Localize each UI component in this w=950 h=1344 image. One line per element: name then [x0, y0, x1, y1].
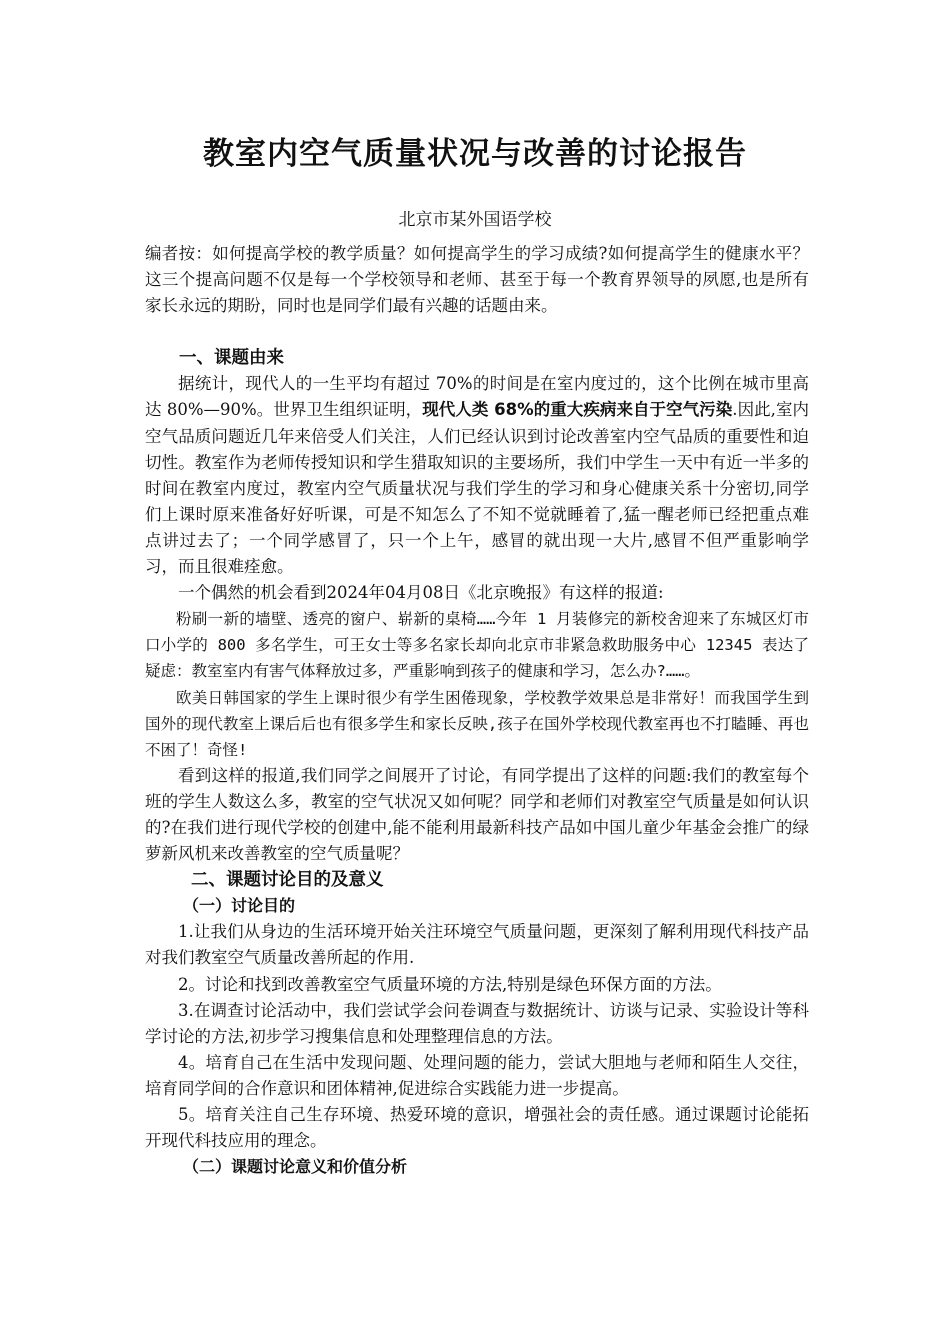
- paragraph-statistics-lead: 据统计，现代人的一生平均有超过 70%的时间是在室内度过的，这个比例在城市里高达 80%—90%。世界卫生组织证明，: [145, 374, 809, 420]
- purpose-item: 2。讨论和找到改善教室空气质量环境的方法,特别是绿色环保方面的方法。: [178, 974, 722, 994]
- paragraph-discussion: 看到这样的报道,我们同学之间展开了讨论，有同学提出了这样的问题:我们的教室每个班的学生人数这么多，教室的空气状况又如何呢？同学和老师们对教室空气质量是如何认识的?在我们进行现代学校的创建中,能不能利用最新科技产品如中国儿童少年基金会推广的绿萝新风机来改善教室的空气质量呢？: [145, 765, 809, 864]
- section-heading-origin: 一、课题由来: [179, 348, 284, 369]
- document-body: [145, 241, 809, 1180]
- document-title: 教室内空气质量状况与改善的讨论报告: [203, 136, 747, 172]
- paragraph-abroad: 欧美日韩国家的学生上课时很少有学生困倦现象，学校教学效果总是非常好！而我国学生到国外的现代教室上课后后也有很多学生和家长反映,孩子在国外学校现代教室再也不打瞌睡、再也不困了！奇怪!: [145, 688, 809, 759]
- paragraph-news-intro: 一个偶然的机会看到2024年04月08日《北京晚报》有这样的报道:: [178, 583, 664, 603]
- editor-note: 编者按：如何提高学校的教学质量？如何提高学生的学习成绩?如何提高学生的健康水平？这三个提高问题不仅是每一个学校领导和老师、甚至于每一个教育界领导的夙愿,也是所有家长永远的期盼，同时也是同学们最有兴趣的话题由来。: [145, 244, 809, 316]
- news-quote: 粉刷一新的墙壁、透亮的窗户、崭新的桌椅……今年 1 月装修完的新校舍迎来了东城区灯市口小学的 800 多名学生，可王女士等多名家长却向北京市非紧急救助服务中心 12345 表达了疑虑：教室室内有害气体释放过多，严重影响到孩子的健康和学习，怎么办?……。: [145, 610, 809, 681]
- school-name: 北京市某外国语学校: [398, 210, 552, 230]
- highlighted-statistic: 现代人类 68%的重大疾病来自于空气污染: [422, 400, 733, 420]
- paragraph-statistics-rest: .因此,室内空气品质问题近几年来倍受人们关注，人们已经认识到讨论改善室内空气品质的重要性和迫切性。教室作为老师传授知识和学生猎取知识的主要场所，我们中学生一天中有近一半多的时间在教室内度过，教室内空气质量状况与我们学生的学习和身心健康关系十分密切,同学们上课时原来准备好好听课，可是不知怎么了不知不觉就睡着了,猛一醒老师已经把重点难点讲过去了；一个同学感冒了，只一个上午，感冒的就出现一大片,感冒不但严重影响学习，而且很难痊愈。: [145, 400, 810, 577]
- section-heading-purpose: 二、课题讨论目的及意义: [191, 870, 384, 891]
- section-gap: [145, 319, 809, 345]
- purpose-item: 1.让我们从身边的生活环境开始关注环境空气质量问题，更深刻了解利用现代科技产品对我们教室空气质量改善所起的作用.: [145, 922, 809, 968]
- purpose-item: 5。培育关注自己生存环境、热爱环境的意识，增强社会的责任感。通过课题讨论能拓开现代科技应用的理念。: [145, 1105, 809, 1151]
- purpose-item: 4。培育自己在生活中发现问题、处理问题的能力，尝试大胆地与老师和陌生人交往，培育同学间的合作意识和团体精神,促进综合实践能力进一步提高。: [145, 1052, 809, 1098]
- purpose-item: 3.在调查讨论活动中，我们尝试学会问卷调查与数据统计、访谈与记录、实验设计等科学讨论的方法,初步学习搜集信息和处理整理信息的方法。: [145, 1000, 809, 1046]
- subheading-significance: （二）课题讨论意义和价值分析: [183, 1157, 408, 1177]
- subheading-purpose: （一）讨论目的: [183, 896, 296, 916]
- paragraph-statistics: [145, 371, 809, 580]
